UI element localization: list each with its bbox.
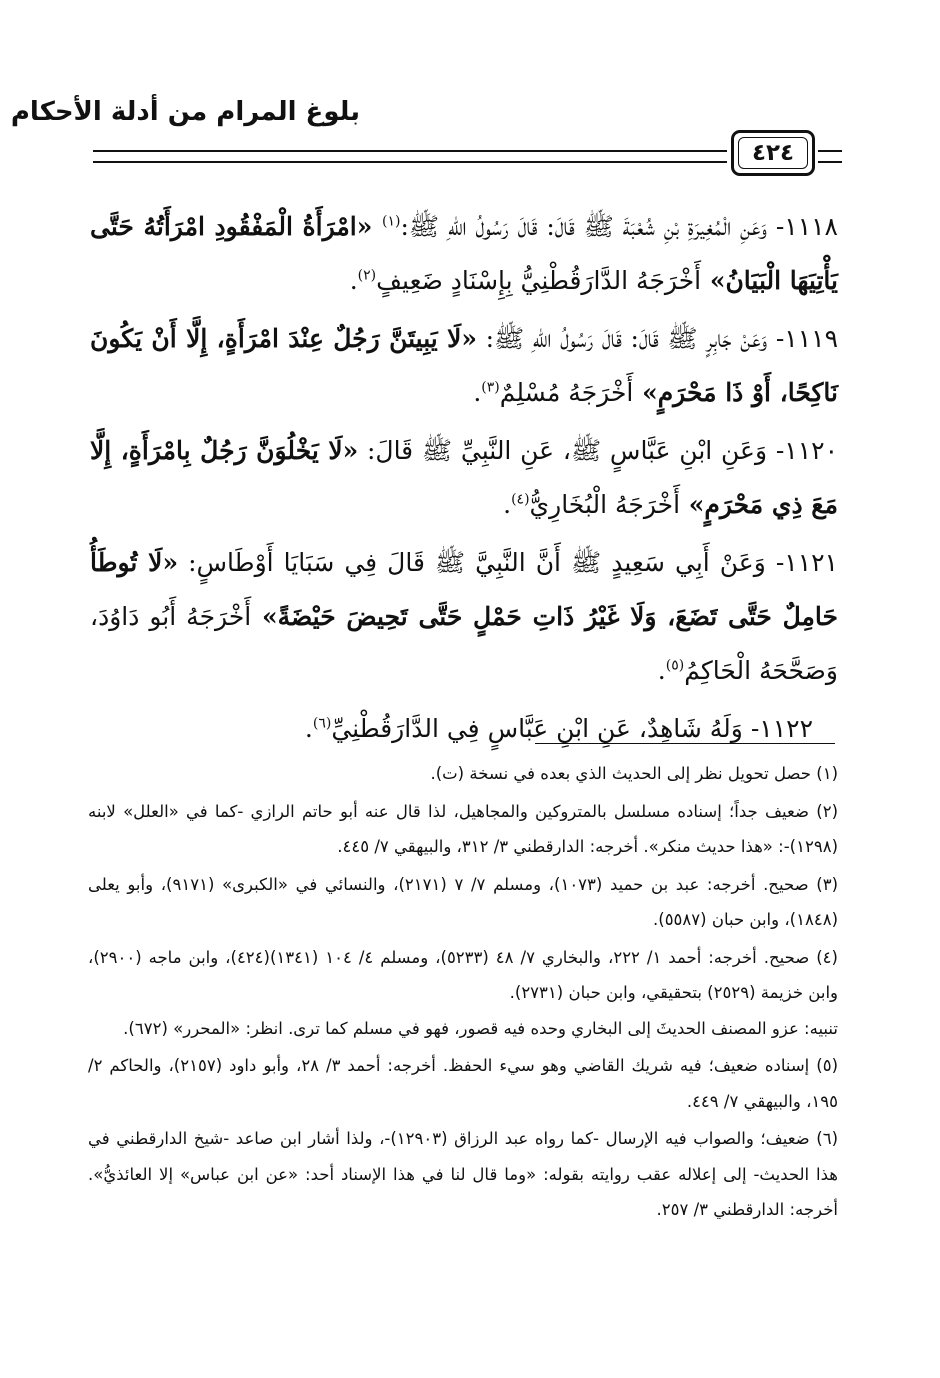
footnote-6: (٦) ضعيف؛ والصواب فيه الإرسال -كما رواه عبد الرزاق (١٢٩٠٣)-، ولذا أشار ابن صاعد -شيخ الدارقطني في هذا الحديث- إلى إعلاله عقب روايته بقوله: «وما قال لنا في هذا الإسناد أحد: «عن ابن عباس» إلا العائذيُّ». أخرجه: الدارقطني ٣/ ٢٥٧. — [88, 1129, 839, 1219]
footnote-ref: (٦) — [312, 715, 332, 732]
hadith-end: . — [657, 656, 666, 685]
footnote-1: (١) حصل تحويل نظر إلى الحديث الذي بعده في نسخة (ت). — [430, 764, 838, 783]
page-number: ٤٢٤ — [738, 137, 808, 169]
hadith-1122 — [90, 702, 838, 756]
hadith-matn: «لَا يَبِيتَنَّ رَجُلٌ عِنْدَ امْرَأَةٍ، إِلَّا أَنْ يَكُونَ نَاكِحًا، أَوْ ذَا مَحْرَمٍ» — [90, 324, 838, 407]
footnote-3: (٣) صحيح. أخرجه: عبد بن حميد (١٠٧٣)، ومسلم ٧/ ٧ (٢١٧١)، والنسائي في «الكبرى» (٩١٧١)، وأبو يعلى (١٨٤٨)، وابن حبان (٥٥٨٧). — [88, 874, 838, 929]
footnote-ref: (٥) — [665, 657, 685, 674]
hadith-end: . — [349, 266, 358, 295]
hadith-1121 — [90, 536, 838, 698]
note-ref: (١) — [381, 213, 401, 230]
hadith-isnad: وَعَنْ جَابِرٍ ﷺ قَالَ: قَالَ رَسُولُ اللهِ ﷺ: — [476, 324, 768, 353]
hadith-takhrij: أَخْرَجَهُ الْبُخَارِيُّ — [529, 490, 681, 519]
footnote-ref: (٢) — [357, 267, 377, 284]
footnote-ref: (٣) — [481, 379, 500, 396]
page-number-box — [731, 130, 815, 176]
book-title: بلوغ المرام من أدلة الأحكام — [10, 97, 360, 127]
hadith-matn: «امْرَأَةُ الْمَفْقُودِ امْرَأَتُهُ حَتَّى يَأْتِيَهَا الْبَيَانُ» — [90, 212, 838, 295]
hadith-1118 — [90, 200, 838, 308]
hadith-number: ١١٢٢- — [742, 714, 813, 743]
footnote-ref: (٤) — [511, 491, 530, 508]
hadith-end: . — [473, 378, 482, 407]
hadith-section — [90, 200, 838, 760]
hadith-number: ١١١٩- — [767, 324, 838, 353]
footnote-4: (٤) صحيح. أخرجه: أحمد ١/ ٢٢٢، والبخاري ٧/ ٤٨ (٥٢٣٣)، ومسلم ٤/ ١٠٤ (١٣٤١)(٤٢٤)، وابن ماجه (٢٩٠٠)، وابن خزيمة (٢٥٢٩) بتحقيقي، وابن حبان (٢٧٣١). — [88, 947, 838, 1002]
footnotes-section — [88, 756, 838, 1228]
hadith-takhrij: أَخْرَجَهُ الدَّارَقُطْنِيُّ بِإِسْنَادٍ ضَعِيفٍ — [376, 266, 702, 295]
hadith-end: . — [503, 490, 512, 519]
header-rule-right — [818, 150, 842, 163]
footnote-separator — [535, 743, 835, 744]
hadith-number: ١١٢٠- — [767, 436, 838, 465]
hadith-takhrij: أَخْرَجَهُ أَبُو دَاوُدَ، وَصَحَّحَهُ الْحَاكِمُ — [90, 602, 838, 685]
hadith-isnad: وَعَنْ أَبِي سَعِيدٍ ﷺ أَنَّ النَّبِيَّ ﷺ قَالَ فِي سَبَايَا أَوْطَاسٍ: — [178, 548, 766, 577]
footnote-5: (٥) إسناده ضعيف؛ فيه شريك القاضي وهو سيء الحفظ. أخرجه: أحمد ٣/ ٢٨، وأبو داود (٢١٥٧)، والحاكم ٢/ ١٩٥، والبيهقي ٧/ ٤٤٩. — [88, 1056, 838, 1111]
hadith-1120 — [90, 424, 838, 532]
footnote-4-note: تنبيه: عزو المصنف الحديثَ إلى البخاري وحده فيه قصور، فهو في مسلم كما ترى. انظر: «المحرر» (٦٧٢). — [123, 1018, 838, 1038]
hadith-isnad: وَعَنِ الْمُغِيرَةِ بْنِ شُعْبَةَ ﷺ قَالَ: قَالَ رَسُولُ اللهِ ﷺ: — [400, 212, 767, 241]
hadith-matn: «لَا تُوطَأُ حَامِلٌ حَتَّى تَضَعَ، وَلَا غَيْرُ ذَاتِ حَمْلٍ حَتَّى تَحِيضَ حَيْضَةً» — [90, 548, 838, 631]
hadith-isnad: وَعَنِ ابْنِ عَبَّاسٍ ﷺ، عَنِ النَّبِيِّ ﷺ قَالَ: — [358, 436, 768, 465]
hadith-end: . — [304, 714, 313, 743]
hadith-matn: «لَا يَخْلُوَنَّ رَجُلٌ بِامْرَأَةٍ، إِلَّا مَعَ ذِي مَحْرَمٍ» — [90, 436, 838, 519]
hadith-number: ١١١٨- — [766, 212, 838, 241]
hadith-1119 — [90, 312, 838, 420]
hadith-number: ١١٢١- — [765, 548, 838, 577]
header-rule-left — [93, 150, 727, 163]
footnote-2: (٢) ضعيف جداً؛ إسناده مسلسل بالمتروكين والمجاهيل، لذا قال عنه أبو حاتم الرازي -كما في «العلل» لابنه (١٢٩٨)-: «هذا حديث منكر». أخرجه: الدارقطني ٣/ ٣١٢، والبيهقي ٧/ ٤٤٥. — [88, 801, 838, 856]
hadith-takhrij: أَخْرَجَهُ مُسْلِمٌ — [499, 378, 634, 407]
hadith-isnad: وَلَهُ شَاهِدٌ، عَنِ ابْنِ عَبَّاسٍ فِي الدَّارَقُطْنِيِّ — [331, 714, 743, 743]
